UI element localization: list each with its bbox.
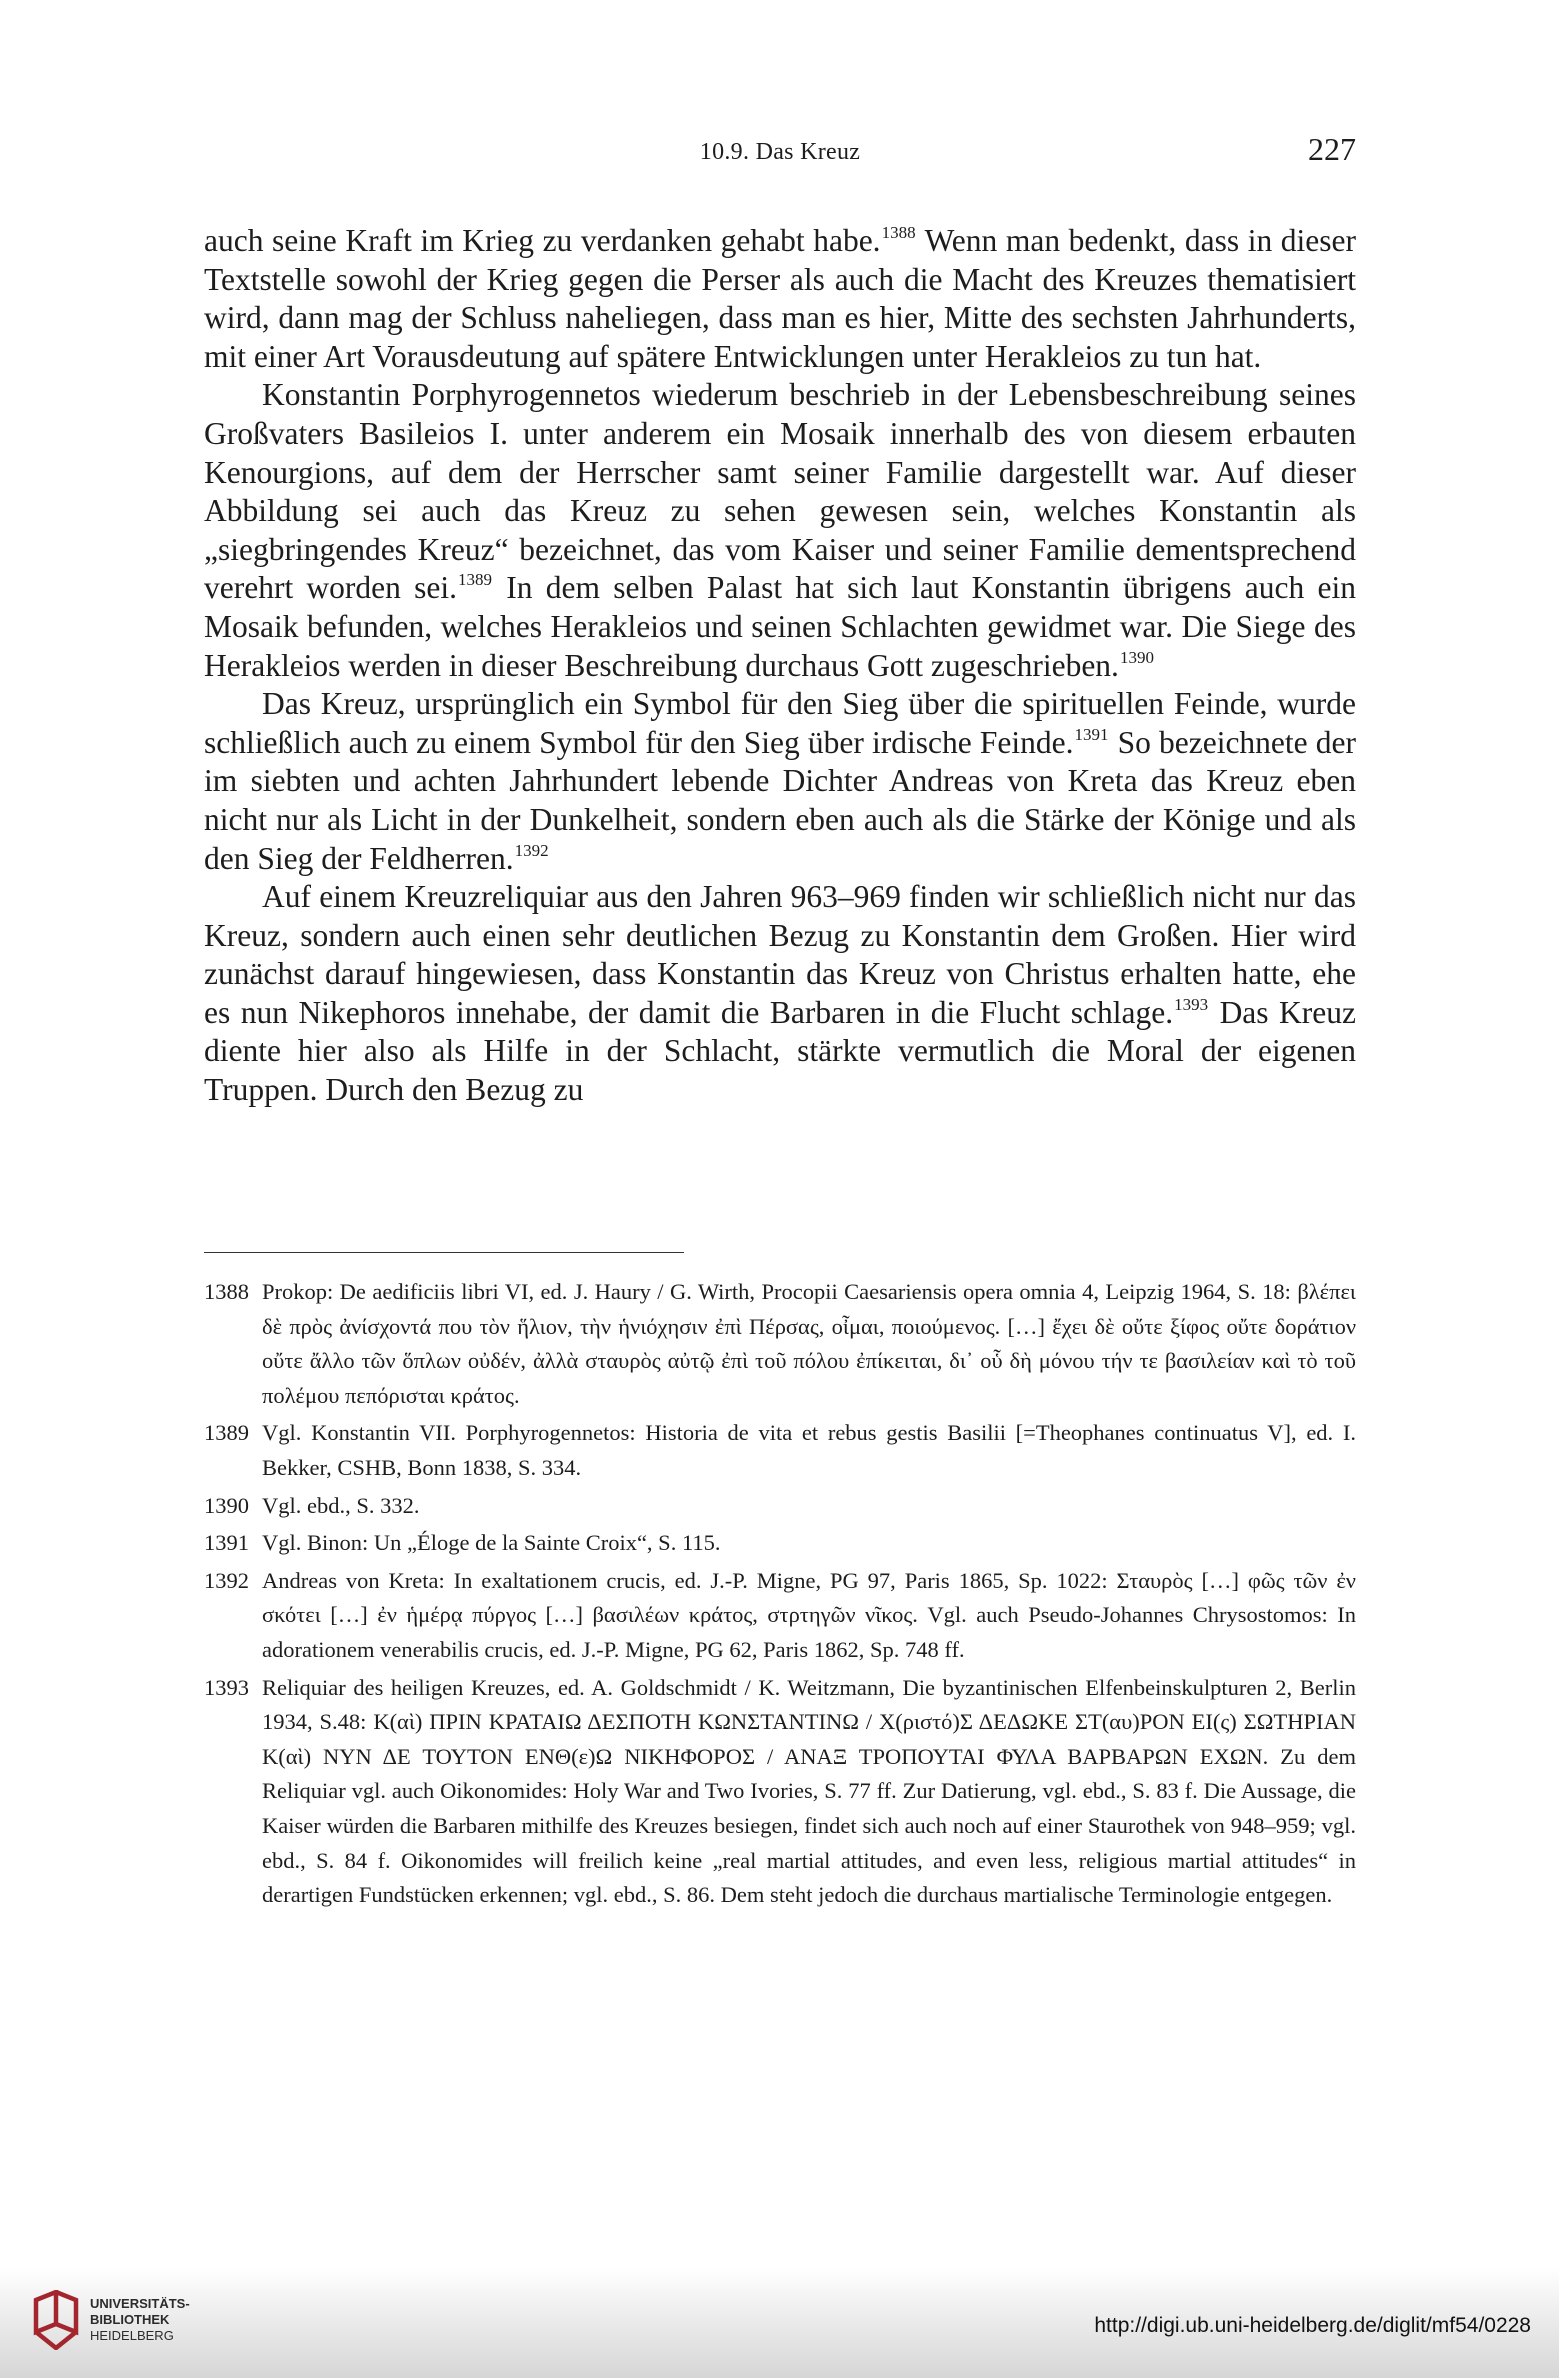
footnote-1390	[204, 1489, 1356, 1524]
footnote-text: Prokop: De aedificiis libri VI, ed. J. Haury / G. Wirth, Procopii Caesariensis opera omnia 4, Leipzig 1964, S. 18: βλέπει δὲ πρὸς ἀνίσχοντά που τὸν ἥλιον, τὴν ἡνιόχησιν ἐπὶ Πέρσας, οἶμαι, ποιούμενος. […] ἔχει δὲ οὔτε ξίφος οὔτε δοράτιον οὔτε ἄλλο τῶν ὅπλων οὐδέν, ἀλλὰ σταυρὸς αὐτῷ ἐπὶ τοῦ πόλου ἐπίκειται, δι᾽ οὗ δὴ μόνου τήν τε βασιλείαν καὶ τὸ τοῦ πολέμου πεπόρισται κράτος.	[262, 1279, 1356, 1408]
footnote-ref-1390[interactable]: 1390	[1119, 647, 1154, 667]
page-header	[204, 131, 1356, 171]
footnote-1393	[204, 1671, 1356, 1913]
paragraph-1: auch seine Kraft im Krieg zu verdanken gehabt habe.$^{1388}$ Wenn man bedenkt, dass in dieser Textstelle sowohl der Krieg gegen die Perser als auch die Macht des Kreuzes thematisiert wird, dann mag der Schluss naheliegen, dass man es hier, Mitte des sechsten Jahrhunderts, mit einer Art Vorausdeutung auf spätere Entwicklungen unter Herakleios zu tun hat.	[204, 223, 1357, 374]
footnote-number: 1390	[204, 1492, 249, 1518]
footnote-ref-1392[interactable]: 1392	[514, 840, 549, 860]
footnote-ref-1391[interactable]: 1391	[1074, 724, 1109, 744]
footnote-number: 1391	[204, 1530, 249, 1556]
logo-text-line: UNIVERSITÄTS-	[90, 2296, 190, 2311]
footnote-number: 1389	[204, 1420, 249, 1446]
body-text	[204, 222, 1356, 1110]
footnote-1389	[204, 1416, 1356, 1485]
library-logo-icon	[30, 2290, 80, 2350]
footnote-1388	[204, 1275, 1356, 1413]
footnote-text: Vgl. Konstantin VII. Porphyrogennetos: Historia de vita et rebus gestis Basilii [=Theophanes continuatus V], ed. I. Bekker, CSHB, Bonn 1838, S. 334.	[262, 1420, 1356, 1480]
logo-text-line: HEIDELBERG	[90, 2328, 174, 2343]
footnote-text: Reliquiar des heiligen Kreuzes, ed. A. Goldschmidt / K. Weitzmann, Die byzantinischen Elfenbeinskulpturen 2, Berlin 1934, S.48: Κ(αὶ) ΠΡΙΝ ΚΡΑΤΑΙΩ ΔΕΣΠΟΤΗ ΚΩΝΣΤΑΝΤΙΝΩ / Χ(ριστό)Σ ΔΕΔΩΚΕ ΣΤ(αυ)ΡΟΝ ΕΙ(ς) ΣΩΤΗΡΙΑΝ Κ(αὶ) ΝΥΝ ΔΕ ΤΟΥΤΟΝ ΕΝΘ(ε)Ω ΝΙΚΗΦΟΡΟΣ / ΑΝΑΞ ΤΡΟΠΟΥΤΑΙ ΦΥΛΑ ΒΑΡΒΑΡΩΝ ΕΧΩΝ. Zu dem Reliquiar vgl. auch Oikonomides: Holy War and Two Ivories, S. 77 ff. Zur Datierung, vgl. ebd., S. 83 f. Die Aussage, die Kaiser würden die Barbaren mithilfe des Kreuzes besiegen, findet sich auch noch auf einer Staurothek von 948–959; vgl. ebd., S. 84 f. Oikonomides will freilich keine „real martial attitudes, and even less, religious martial attitudes“ in derartigen Fundstücken erkennen; vgl. ebd., S. 86. Dem steht jedoch die durchaus martialische Terminologie entgegen.	[262, 1674, 1356, 1908]
page-number: 227	[1308, 131, 1356, 167]
footnote-1392	[204, 1564, 1356, 1668]
footnote-number: 1392	[204, 1567, 249, 1593]
library-logo[interactable]	[30, 2290, 190, 2350]
footnote-number: 1393	[204, 1674, 249, 1700]
permalink-url[interactable]: http://digi.ub.uni-heidelberg.de/diglit/mf54/0228	[1094, 2314, 1531, 2337]
running-head: 10.9. Das Kreuz	[699, 139, 861, 165]
paragraph-4: Auf einem Kreuzreliquiar aus den Jahren 963–969 finden wir schließlich nicht nur das Kreuz, sondern auch einen sehr deutlichen Bezug zu Konstantin dem Großen. Hier wird zunächst darauf hingewiesen, dass Konstantin das Kreuz von Christus erhalten hatte, ehe es nun Nikephoros innehabe, der damit die Barbaren in die Flucht schlage.$^{1393}$ Das Kreuz diente hier also als Hilfe in der Schlacht, stärkte vermutlich die Moral der eigenen Truppen. Durch den Bezug zu	[204, 879, 1356, 1108]
footnote-number: 1388	[204, 1279, 249, 1304]
footnote-divider	[204, 1252, 684, 1253]
footnote-text: Vgl. ebd., S. 332.	[262, 1492, 420, 1518]
logo-stroke	[36, 2292, 56, 2332]
logo-stroke	[56, 2292, 76, 2332]
footnote-ref-1389[interactable]: 1389	[458, 570, 493, 590]
footnote-text: Andreas von Kreta: In exaltationem crucis, ed. J.-P. Migne, PG 97, Paris 1865, Sp. 1022: Σταυρὸς […] φῶς τῶν ἐν σκότει […] ἐν ἡμέρᾳ πύργος […] βασιλέων κράτος, στρτηγῶν νῖκος. Vgl. auch Pseudo-Johannes Chrysostomos: In adorationem venerabilis crucis, ed. J.-P. Migne, PG 62, Paris 1862, Sp. 748 ff.	[262, 1567, 1356, 1662]
footnotes	[204, 1275, 1356, 1916]
paragraph-2: Konstantin Porphyrogennetos wiederum beschrieb in der Lebensbeschreibung seines Großvaters Basileios I. unter anderem ein Mosaik innerhalb des von diesem erbauten Kenourgions, auf dem der Herrscher samt seiner Familie dargestellt war. Auf dieser Abbildung sei auch das Kreuz zu sehen gewesen sein, welches Konstantin als „siegbringendes Kreuz“ bezeichnet, das vom Kaiser und seiner Familie dementsprechend verehrt worden sei.$^{1389}$ In dem selben Palast hat sich laut Konstantin übrigens auch ein Mosaik befunden, welches Herakleios und seinen Schlachten gewidmet war. Die Siege des Herakleios werden in dieser Beschreibung durchaus Gott zugeschrieben.$^{1390}$	[204, 377, 1356, 683]
footnote-1391	[204, 1526, 1356, 1561]
paragraph-3: Das Kreuz, ursprünglich ein Symbol für den Sieg über die spirituellen Feinde, wurde schließlich auch zu einem Symbol für den Sieg über irdische Feinde.$^{1391}$ So bezeichnete der im siebten und achten Jahrhundert lebende Dichter Andreas von Kreta das Kreuz eben nicht nur als Licht in der Dunkelheit, sondern eben auch als die Stärke der Könige und als den Sieg der Feldherren.$^{1392}$	[204, 686, 1356, 876]
footnote-text: Vgl. Binon: Un „Éloge de la Sainte Croix“, S. 115.	[262, 1530, 721, 1556]
viewer-footer	[0, 2268, 1559, 2378]
logo-text-line: BIBLIOTHEK	[90, 2312, 170, 2327]
footnote-ref-1388[interactable]: 1388	[881, 223, 916, 242]
footnote-ref-1393[interactable]: 1393	[1174, 994, 1209, 1014]
logo-stroke	[36, 2332, 76, 2348]
